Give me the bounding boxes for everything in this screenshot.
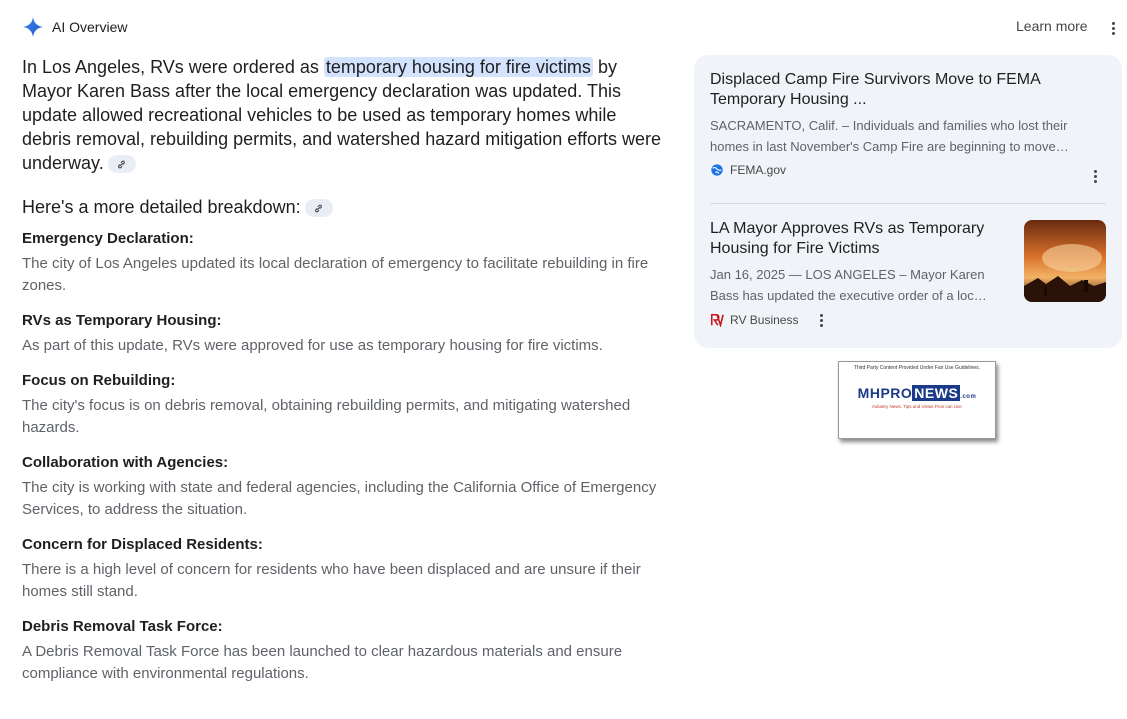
logo-wordmark: MHPRO NEWS .com — [857, 385, 977, 401]
source-card-fema[interactable] — [710, 70, 1106, 177]
source-title[interactable]: LA Mayor Approves RVs as Temporary Housing for Fire Victims — [710, 220, 985, 257]
item-description: The city of Los Angeles updated its local declaration of emergency to facilitate rebuilding in fire zones. — [22, 255, 649, 294]
ai-overview-header — [22, 15, 127, 39]
citation-link-icon[interactable] — [108, 155, 136, 173]
item-description: The city's focus is on debris removal, obtaining rebuilding permits, and mitigating watershed hazards. — [22, 397, 631, 436]
list-item — [22, 617, 662, 685]
source-site-name: RV Business — [730, 313, 799, 327]
source-site[interactable] — [710, 312, 1014, 328]
mhpronews-logo — [838, 361, 996, 439]
citation-link-icon[interactable] — [305, 199, 333, 217]
source-title[interactable]: Displaced Camp Fire Survivors Move to FEMA Temporary Housing ... — [710, 71, 1040, 108]
item-description: The city is working with state and federal agencies, including the California Office of Emergency Services, to address the situation. — [22, 479, 657, 518]
sources-panel — [694, 55, 1122, 348]
globe-icon — [710, 163, 724, 177]
item-description: A Debris Removal Task Force has been launched to clear hazardous materials and ensure compliance with environmental regulations. — [22, 643, 623, 682]
item-title: Debris Removal Task Force: — [22, 618, 223, 635]
source-site[interactable] — [710, 163, 1106, 177]
item-title: Emergency Declaration: — [22, 230, 194, 247]
divider — [710, 203, 1106, 204]
overview-content — [22, 55, 662, 685]
item-title: RVs as Temporary Housing: — [22, 312, 222, 329]
logo-caption: Third Party Content Provided Under Fair Use Guidelines. — [853, 365, 981, 371]
more-options-icon[interactable] — [1106, 18, 1120, 38]
source-more-icon[interactable] — [814, 312, 828, 328]
learn-more-link[interactable]: Learn more — [1016, 18, 1088, 34]
breakdown-heading: Here's a more detailed breakdown: — [22, 195, 662, 219]
item-description: There is a high level of concern for residents who have been displaced and are unsure if their homes still stand. — [22, 561, 641, 600]
logo-tagline: Industry News, Tips and Views Pros can Use — [872, 404, 962, 409]
source-card-rvbusiness[interactable] — [710, 219, 1014, 328]
source-site-name: FEMA.gov — [730, 163, 787, 177]
fire-thumbnail-image[interactable] — [1024, 220, 1106, 302]
highlighted-text[interactable]: temporary housing for fire victims — [325, 57, 591, 77]
list-item — [22, 229, 662, 297]
item-description: As part of this update, RVs were approved for use as temporary housing for fire victims. — [22, 337, 603, 354]
source-snippet: Jan 16, 2025 — LOS ANGELES – Mayor Karen Bass has updated the executive order of a loc… — [710, 267, 987, 303]
rv-business-logo-icon — [710, 313, 724, 327]
list-item — [22, 453, 662, 521]
sparkle-icon — [22, 16, 44, 38]
ai-overview-title: AI Overview — [52, 19, 128, 35]
list-item — [22, 535, 662, 603]
list-item — [22, 311, 662, 357]
item-title: Focus on Rebuilding: — [22, 372, 176, 389]
list-item — [22, 371, 662, 439]
item-title: Collaboration with Agencies: — [22, 454, 229, 471]
intro-paragraph: In Los Angeles, RVs were ordered as temporary housing for fire victims by Mayor Karen Bass after the local emergency declaration was updated. This update allowed recreational vehicles to be used as temporary homes while debris removal, rebuilding permits, and watershed hazard mitigation efforts were underway. — [22, 57, 661, 173]
source-more-icon[interactable] — [1088, 168, 1102, 184]
source-snippet: SACRAMENTO, Calif. – Individuals and families who lost their homes in last November's Camp Fire are beginning to move… — [710, 118, 1069, 154]
item-title: Concern for Displaced Residents: — [22, 536, 263, 553]
